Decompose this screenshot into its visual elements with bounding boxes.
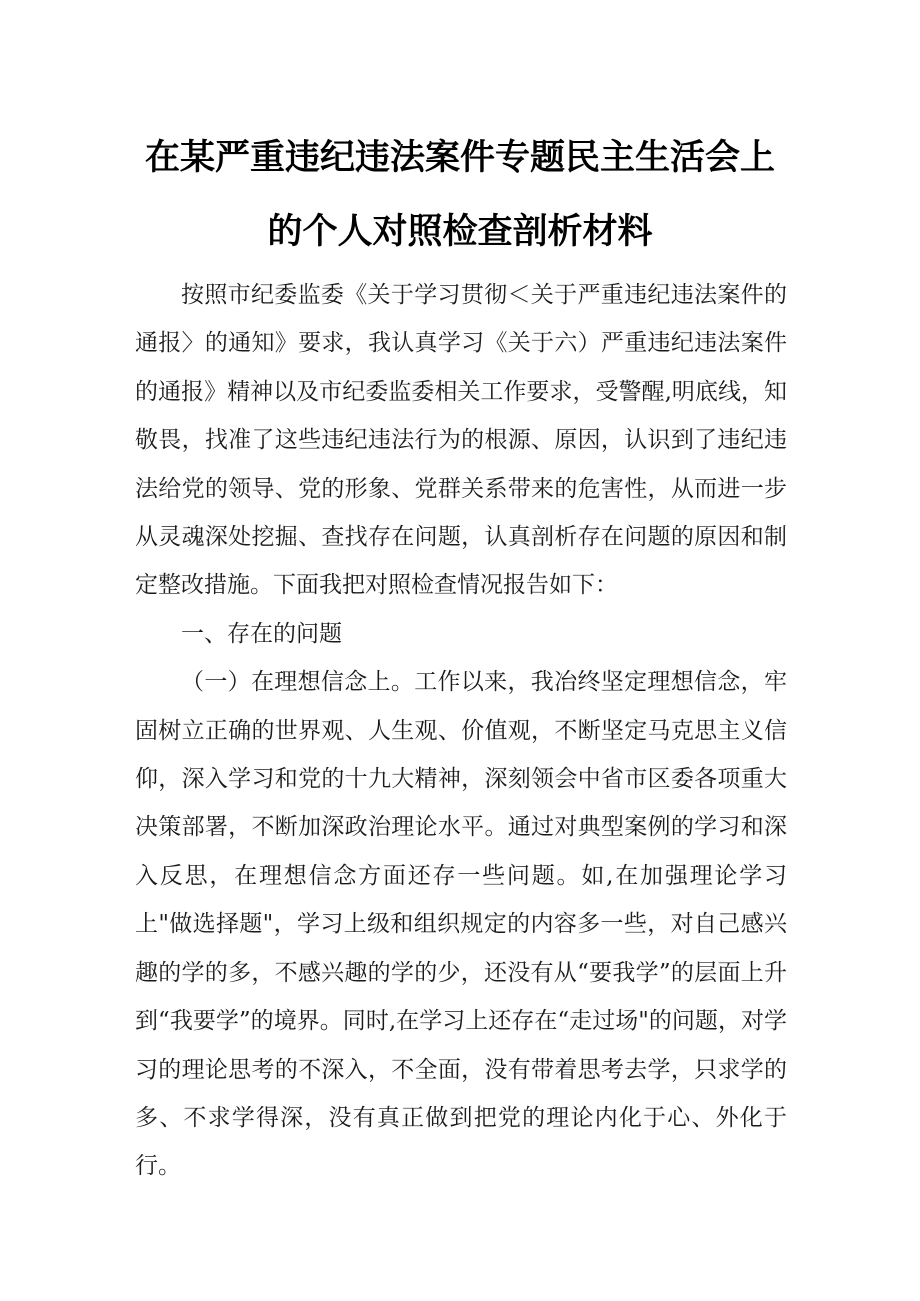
paragraph-ideals-beliefs: （一）在理想信念上。工作以来，我冶终坚定理想信念，牢固树立正确的世界观、人生观、价值观，不断坚定马克思主义信仰，深入学习和党的十九大精神，深刻领会中省市区委各项重大决策部署，不断加深政治理论水平。通过对典型案例的学习和深入反思，在理想信念方面还存一些问题。如,在加强理论学习上"做选择题"，学习上级和组织规定的内容多一些，对自己感兴趣的学的多，不感兴趣的学的少，还没有从“要我学”的层面上升到“我要学”的境界。同时,在学习上还存在“走过场"的问题，对学习的理论思考的不深入，不全面，没有带着思考去学，只求学的多、不求学得深，没有真正做到把党的理论内化于心、外化于行。 <box>135 669 787 1180</box>
paragraph-intro: 按照市纪委监委《关于学习贯彻＜关于严重违纪违法案件的通报〉的通知》要求，我认真学习《关于六）严重违纪违法案件的通报》精神以及市纪委监委相关工作要求，受警醒,明底线，知敬畏，找准了这些违纪违法行为的根源、原因，认识到了违纪违法给党的领导、党的形象、党群关系带来的危害性，从而进一步从灵魂深处挖掘、查找存在问题，认真剖析存在问题的原因和制定整改措施。下面我把对照检查情况报告如下： <box>135 282 787 599</box>
document-title-line-2: 的个人对照检查剖析材料 <box>267 212 653 252</box>
document-title-line-1: 在某严重违纪违法案件专题民主生活会上 <box>144 138 775 178</box>
section-heading-problems: 一、存在的问题 <box>181 620 342 647</box>
document-body <box>135 271 787 1191</box>
